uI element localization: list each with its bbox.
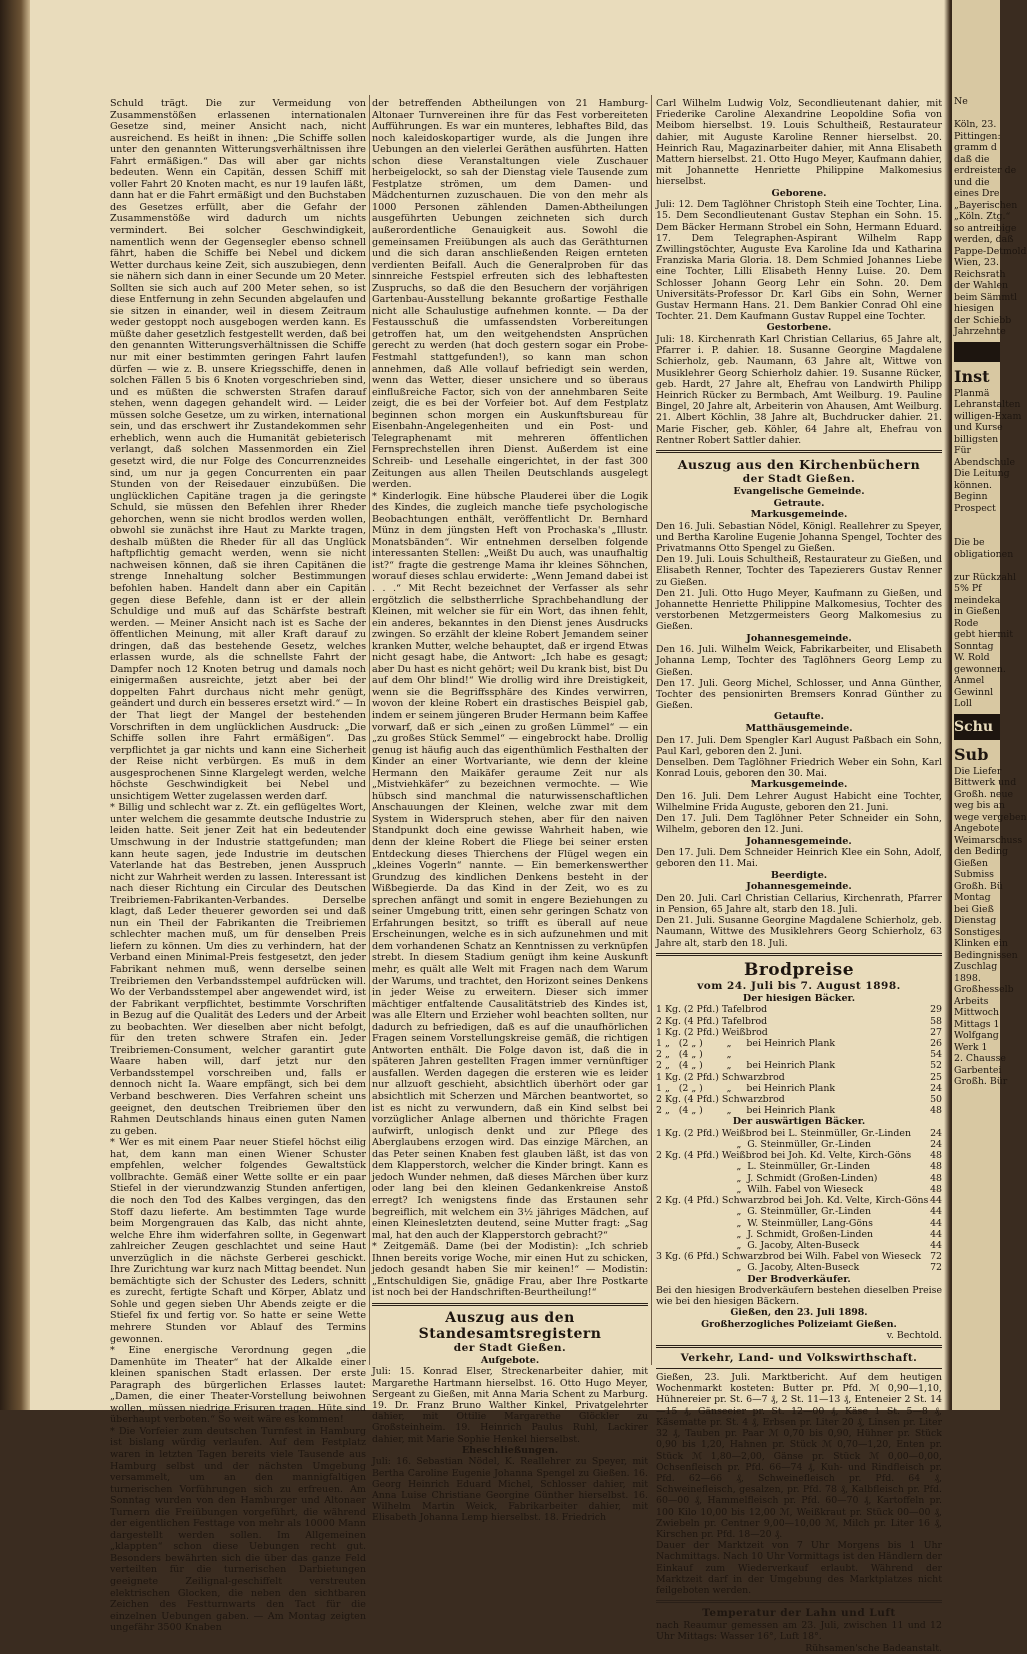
- entry: Den 17. Juli. Dem Spengler Karl August Paßbach ein Sohn, Paul Karl, geboren den 2. Juni.: [656, 734, 942, 757]
- strip-line: Pappe-Detmold: [954, 245, 1027, 257]
- strip-line: und die: [954, 176, 990, 188]
- price-label: 2 „ (4 „ ) „: [656, 1049, 732, 1061]
- list-eheschliessungen: Juli: 16. Sebastian Nödel, K. Reallehrer zu Speyer, mit Bertha Caroline Eugenie Johanna Spengel zu Gießen. 16. Georg Heinrich Eduard Michel, Schlosser dahier, mit Anna Luise Christiane Georgine Günther hierselbst. 16. Wilhelm Martin Weick, Fabrikarbeiter dahier, mit Elisabeth Johanna Lemp hierselbst. 18. Friedrich: [372, 1456, 648, 1524]
- section-divider: [656, 450, 942, 453]
- strip-line: Montag: [954, 892, 991, 903]
- price-value: 29: [930, 1004, 942, 1016]
- price-value: 24: [930, 1139, 942, 1151]
- price-value: 52: [930, 1060, 942, 1072]
- entry: Den 19. Juli. Louis Schultheiß, Restaurateur zu Gießen, und Elisabeth Renner, Tochter des Tapezierers Gustav Renner zu Gießen.: [656, 554, 942, 588]
- strip-line: Loll: [954, 698, 972, 709]
- strip-line: werden, daß: [954, 234, 1014, 245]
- strip-line: [954, 526, 1000, 538]
- price-label: „ W. Steinmüller, Lang-Göns: [656, 1217, 873, 1229]
- price-label: „ L. Steinmüller, Gr.-Linden: [656, 1161, 871, 1173]
- price-label: „ G. Jacoby, Alten-Buseck: [656, 1239, 860, 1251]
- strip-line: W. Rold: [954, 652, 990, 663]
- price-value: 44: [930, 1206, 942, 1218]
- article-kinderlogik: * Kinderlogik. Eine hübsche Plauderei über die Logik des Kindes, die zugleich manche tiefe psychologische Beobachtungen enthält, veröffentlicht Dr. Bernhard Münz in dem jüngsten Heft von Prochaska's „Illustr. Monatsbänden“. Wir entnehmen derselben folgende interessanten Stellen: „Weißt Du auch, was unaufhaltig ist?“ fragte die gestrenge Mama ihr kleines Söhnchen, worauf dieses schlau erwiderte: „Wenn Jemand dabei ist . . .“ Mit Recht bezeichnet der Verfasser als sehr ergötzlich die selbstherrliche Sprachbehandlung der Kleinen, mit welcher sie für ein Wort, das ihnen fehlt, ein anderes, bekanntes in den Dienst jenes Ausdrucks zwingen. So erzählt der kleine Robert Jemandem seiner kranken Mutter, welche behauptet, daß er irgend Etwas nicht gesagt habe, die Antwort: „Ich habe es gesagt; aber Du hast es nicht gehört; weil Du krank bist, bist Du auf dem Ohr blind!“ Wie drollig wird ihre Dreistigkeit, wenn sie die Begriffssphäre des Kindes verwirren, wovon der kleine Robert ein drastisches Beispiel gab, indem er seinem jüngeren Bruder Hermann beim Kaffee vorwarf, daß er sich „einen zu großen Lümmel“ — ein „zu großes Stück Semmel“ — eingebrockt habe. Drollig genug ist häufig auch das eigenthümlich Festhalten der Kinder an einer Wortvariante, wie denn der kleine Hermann den Maikäfer geraume Zeit nur als „Mistviehkäfer“ zu bezeichnen vermochte. — Wie hübsch sind manchmal die naturwissenschaftlichen Anschauungen der Kleinen, welche zwar mit dem System in Widerspruch stehen, aber für den naiven Standpunkt doch eine gewisse Wahrheit haben, wie denn der kleine Robert die Fliege bei seiner ersten Entdeckung dieses Thierchens der Flügel wegen ein „kleines Vogerln“ nannte. — Ein bemerkenswerther Grundzug des kindlichen Denkens besteht in der Wißbegierde. Da das Kind in der Zeit, wo es zu sprechen anfängt und somit in engere Beziehungen zu seiner Umgebung tritt, einen sehr geringen Schatz von Erfahrungen besitzt, so trifft es überall auf neue Erscheinungen, welche es in sich aufzunehmen und mit dem vorhandenen Schatz an Kenntnissen zu verknüpfen strebt. In diesem Stadium genügt ihm keine Auskunft mehr, es quält alle Welt mit Fragen nach dem Warum der Warums, und trachtet, den Horizont seines Denkens in jeder Weise zu erweitern. Dieser sich immer mächtiger entfaltende Causalitätstrieb des Kindes ist, was alle Eltern und Erzieher wohl beachten sollten, nur dadurch zu befriedigen, daß es auf die unaufhörlichen Fragen seinem Vorstellungskreise gemäß, die richtigen Antworten enthält. Die Folge davon ist, daß die in späteren Jahren gestellten Fragen immer vernünftiger ausfallen. Werden dagegen die ersteren wie es leider nur allzuoft geschieht, absichtlich überhört oder gar absichtlich mit Scherzen und Märchen beantwortet, so ist es nicht zu verwundern, daß ein Kind selbst bei vorzüglicher Anlage albernen und thörichte Fragen aufwirft, unlogisch denkt und zur Pflege des Aberglaubens erzogen wird. Das einzige Märchen, an das Peter seinen Knaben fest glauben läßt, ist das von dem Klapperstorch, welcher die Kinder bringt. Kann es jedoch Wunder nehmen, daß dieses Märchen über kurz oder lang bei den kleinen Gedankenkreise Anstoß erregt? Ich wenigstens finde das Erstaunen sehr begreiflich, mit welchem ein 3½ jähriges Mädchen, auf einen Kleinesletzten deutend, seine Mutter fragt: „Sag mal, hat den auch der Klapperstorch gebracht?“: [372, 490, 648, 1241]
- marktbericht: Gießen, 23. Juli. Marktbericht. Auf dem heutigen Wochenmarkt kosteten: Butter pr. Pfd. ℳ 0,90—1,10, Hühnereier pr. St. 6—7 ₰, 2 St. 11—13 ₰, Enteneier 2 St. 14—15 ₰, Gänseeier pr. St. 12—00 ₰, Käse 1 St. 5—8 ₰, Käsematte pr. St. 4 ₰, Erbsen pr. Liter 20 ₰, Linsen pr. Liter 32 ₰, Tauben pr. Paar ℳ 0,70 bis 0,90, Hühner pr. Stück 0,90 bis 1,20, Hahnen pr. Stück ℳ 0,70—1,20, Enten pr. Stück ℳ 1,80—2,00, Gänse pr. Stück ℳ 0,00—0,00, Ochsenfleisch pr. Pfd. 66—74 ₰, Kuh- und Rindfleisch pr. Pfd. 62—66 ₰, Schweinefleisch pr. Pfd. 64 ₰, Schweinefleisch, gesalzen, pr. Pfd. 78 ₰, Kalbfleisch pr. Pfd. 60—00 ₰, Hammelfleisch pr. Pfd. 60—70 ₰, Kartoffeln pr. 100 Kilo 10,00 bis 12,00 ℳ, Weißkraut pr. Stück 00—00 ₰, Zwiebeln pr. Centner 9,00—10,00 ℳ, Milch pr. Liter 16 ₰, Kirschen pr. Pfd. 18—20 ₰.: [656, 1372, 942, 1540]
- entry: Den 16. Juli. Wilhelm Weick, Fabrikarbeiter, und Elisabeth Johanna Lemp, Tochter des Taglöhners Georg Lemp zu Gießen.: [656, 644, 942, 678]
- strip-line: beim Sämmtl: [954, 291, 1017, 303]
- strip-line: Werk 1: [954, 1041, 988, 1053]
- price-label: 1 Kg. (2 Pfd.) Schwarzbrod: [656, 1071, 785, 1083]
- strip-line: Gewinnl: [954, 686, 994, 698]
- strip-line: 5% Pf: [954, 583, 982, 594]
- price-value: 48: [930, 1183, 942, 1195]
- heading-johannesgemeinde: Johannesgemeinde.: [746, 632, 852, 644]
- strip-line: Angebote: [954, 823, 1000, 834]
- article-damenhuete: * Eine energische Verordnung gegen „die Damenhüte im Theater“ hat der Alkalde einer kleinen spanischen Stadt erlassen. Der erste Paragraph des bürgerlichen Erlasses lautet: „Damen, die einer Theater-Vorstellung beiwohnen wollen, müssen niedrige Frisuren tragen. Hüte sind überhaupt verboten.“ So weit wäre es kommen!: [110, 1345, 366, 1426]
- strip-line: [954, 560, 1000, 572]
- section-divider: [656, 1600, 942, 1603]
- price-label: 2 „ (4 „ ) „ bei Heinrich Plank: [656, 1105, 836, 1117]
- strip-line: wege vergeben: [954, 811, 1027, 823]
- strip-line: gebt hiermit: [954, 629, 1014, 640]
- strip-line: der Wahlen: [954, 280, 1009, 291]
- price-value: 72: [930, 1262, 942, 1274]
- strip-line: Rode: [954, 617, 979, 629]
- price-row: [656, 1150, 942, 1161]
- price-label: 1 Kg. (2 Pfd.) Weißbrod: [656, 1026, 768, 1038]
- strip-line: hiesigen: [954, 303, 994, 314]
- brodpreise-subtitle: vom 24. Juli bis 7. August 1898.: [697, 979, 901, 992]
- price-label: 2 Kg. (4 Pfd.) Tafelbrod: [656, 1015, 768, 1027]
- standesamt-title: Auszug aus den Standesamtsregistern: [418, 1309, 602, 1342]
- section-divider: [656, 1345, 942, 1348]
- temperatur-text: nach Reaumur gemessen am 23. Juli, zwischen 11 und 12 Uhr Mittags: Wasser 16°, Luft 18°.: [656, 1620, 942, 1643]
- strip-line: Klinken ein: [954, 938, 1008, 949]
- strip-line: Sonstiges: [954, 926, 1001, 938]
- adjacent-page-text: [954, 96, 1027, 1088]
- price-value: 24: [930, 1082, 942, 1094]
- strip-line: Wien, 23.: [954, 257, 999, 268]
- temperatur-title: Temperatur der Lahn und Luft: [702, 1607, 896, 1620]
- heading-getaufte: Getaufte.: [774, 711, 824, 723]
- price-value: 24: [930, 1127, 942, 1139]
- strip-line: Weimarschuss: [954, 834, 1023, 846]
- heading-beerdigte: Beerdigte.: [770, 869, 828, 881]
- kirchenbuch-title: Auszug aus den Kirchenbüchern: [677, 456, 921, 472]
- markt-title: Verkehr, Land- und Volkswirthschaft.: [680, 1352, 918, 1365]
- price-row: [656, 1027, 942, 1038]
- column-1: [110, 98, 366, 1634]
- column-rule: [369, 95, 370, 1365]
- strip-line: „Köln. Ztg.“: [954, 211, 1011, 222]
- strip-line: 1898.: [954, 972, 981, 984]
- strip-line: weg bis an: [954, 800, 1005, 811]
- entry: Den 21. Juli. Susanne Georgine Magdalene Schierholz, geb. Naumann, Wittwe des Musiklehrers Georg Schierholz, 63 Jahre alt, starb den 18. Juli.: [656, 915, 942, 949]
- strip-line: Jahrzehnte: [954, 326, 1006, 337]
- brodpreise-authority: Großherzogliches Polizeiamt Gießen.: [701, 1318, 897, 1330]
- strip-line: Die be: [954, 537, 985, 548]
- price-value: 44: [930, 1228, 942, 1240]
- price-value: 72: [930, 1251, 942, 1263]
- price-row: [656, 1004, 942, 1015]
- price-table-auswaertige: [656, 1128, 942, 1274]
- entry: Den 17. Juli. Dem Taglöhner Peter Schneider ein Sohn, Wilhelm, geboren den 12. Juni.: [656, 813, 942, 836]
- strip-heading-inst: Inst: [954, 366, 990, 386]
- strip-line: 2. Chausse: [954, 1053, 1006, 1064]
- list-geborene: Juli: 12. Dem Taglöhner Christoph Steih eine Tochter, Lina. 15. Dem Secondlieutenant Gustav Stephan ein Sohn. 15. Dem Bäcker Hermann Strobel ein Sohn, Hermann Eduard. 17. Dem Telegraphen-Aspirant Wilhelm Rapp Zwillingstöchter, Auguste Eva Karoline Ida und Katharina Franziska Maria Gloria. 18. Dem Schmied Johannes Liebe eine Tochter, Lilli Elisabeth Henny Luise. 20. Dem Schlosser Johann Georg Lehr ein Sohn. 20. Dem Universitäts-Professor Dr. Karl Gibs ein Sohn, Werner Gustav Hermann Hans. 21. Dem Bankier Conrad Ohl eine Tochter. 21. Dem Kaufmann Gustav Ruppel eine Tochter.: [656, 199, 942, 323]
- price-label: 2 Kg. (4 Pfd.) Schwarzbrod: [656, 1093, 785, 1105]
- strip-line: Beginn: [954, 491, 988, 502]
- strip-line: [954, 108, 1000, 120]
- strip-line: Großhesselb: [954, 984, 1014, 995]
- column-3: [656, 98, 942, 1654]
- price-value: 44: [930, 1195, 942, 1207]
- heading-markusgemeinde: Markusgemeinde.: [750, 779, 848, 791]
- price-value: 48: [930, 1161, 942, 1173]
- strip-lines-top: [954, 96, 1027, 338]
- price-row: [656, 1173, 942, 1184]
- heading-getraute: Getraute.: [773, 497, 825, 509]
- strip-line: Wolfgang: [954, 1030, 999, 1041]
- entry: Denselben. Dem Taglöhner Friedrich Weber ein Sohn, Karl Konrad Louis, geboren den 30. Mai.: [656, 756, 942, 780]
- price-value: 48: [930, 1172, 942, 1184]
- price-label: „ G. Jacoby, Alten-Buseck: [656, 1262, 860, 1274]
- price-label: 1 „ (2 „ ) „ bei Heinrich Plank: [656, 1037, 836, 1049]
- section-divider: [372, 1303, 648, 1306]
- strip-line: Prospect: [954, 502, 996, 514]
- brodpreise-signature: v. Bechtold.: [886, 1329, 942, 1341]
- price-row: [656, 1072, 942, 1083]
- strip-line: Mittags 1: [954, 1018, 1000, 1030]
- price-table-hiesige: [656, 1004, 942, 1116]
- price-label: 2 Kg. (4 Pfd.) Schwarzbrod bei Joh. Kd. Velte, Kirch-Göns: [656, 1195, 929, 1207]
- strip-line: Reichsrath: [954, 268, 1006, 280]
- strip-lines-low2: [954, 765, 1027, 1088]
- price-label: 3 Kg. (6 Pfd.) Schwarzbrod bei Wilh. Fabel von Wieseck: [656, 1251, 922, 1263]
- entry: Den 16. Juli. Sebastian Nödel, Königl. Reallehrer zu Speyer, und Bertha Karoline Eugenie Johanna Spengel, Tochter des Privatmanns Otto Spengel zu Gießen.: [656, 520, 942, 555]
- entry: Den 16. Juli. Dem Lehrer August Habicht eine Tochter, Wilhelmine Frida Auguste, geboren den 21. Juni.: [656, 790, 942, 814]
- strip-line: eines Dre: [954, 188, 1000, 199]
- standesamt-subtitle: der Stadt Gießen.: [453, 1341, 567, 1354]
- article-ship-safety: Schuld trägt. Die zur Vermeidung von Zusammenstößen erlassenen internationalen Gesetze sind, meiner Ansicht nach, nicht ausreichend. Es heißt in ihnen: „Die Schiffe sollen unter den genannten Witterungsverhältnissen ihre Fahrt ermäßigen.“ Das will aber gar nichts bedeuten. Wenn ein Capitän, dessen Schiff mit voller Fahrt 20 Knoten macht, es nur 19 laufen läßt, dann hat er die Fahrt ermäßigt und den Buchstaben des Gesetzes erfüllt, aber die Gefahr der Zusammenstöße wird dadurch um nichts vermindert. Bei solcher Geschwindigkeit, namentlich wenn der Gegensegler ebenso schnell fährt, haben die Schiffe bei Nebel und dickem Wetter durchaus keine Zeit, sich auszubiegen, denn sie nähern sich dann in einer Secunde um 20 Meter. Sollten sie sich auch auf 200 Meter sehen, so ist diese Entfernung in zehn Secunden abgelaufen und sie sitzen in einander, weil in diesem Zeitraum weder gestoppt noch ausgebogen werden kann. Es müßte daher gesetzlich festgestellt werden, daß bei den genannten Witterungsverhältnissen die Schiffe nur mit einer bestimmten geringen Fahrt laufen dürfen — wie z. B. unsere Kriegsschiffe, denen in solchen Fällen 5 bis 6 Knoten vorgeschrieben sind, und es müßten die schwersten Strafen darauf stehen, wenn dagegen gehandelt wird. — Leider müssen solche Gesetze, um zu wirken, international sein, und das erschwert ihr Zustandekommen sehr erheblich, wenn auch die Humanität gebieterisch verlangt, daß solchen Massenmorden ein Ziel gesetzt wird, die nur Folge des Concurrenzneides sind, um nur ja gegen Concurrenten ein paar Stunden von der Reisedauer einzubüßen. Die unglücklichen Capitäne tragen ja die geringste Schuld, sie müssen den Befehlen ihrer Rheder gehorchen, wenn sie nicht brodlos werden wollen, obwohl sie zunächst ihre Haut zu Markte tragen, deshalb müßten die Rheder für all das Unglück haftpflichtig gemacht werden, wenn sie nicht nachweisen können, daß sie ihren Capitänen die strenge Innehaltung solcher Bestimmungen befohlen haben. Handelt dann aber ein Capitän gegen diese Befehle, dann ist er der allein Schuldige und muß auf das Schärfste bestraft werden. — Meiner Ansicht nach ist es Sache der öffentlichen Meinung, mit aller Kraft darauf zu dringen, daß das bestehende Gesetz, welches erlassen wurde, als die schnellste Fahrt der Dampfer noch 12 Knoten betrug und damals noch einigermaßen ausreichte, jetzt aber bei der doppelten Fahrt durchaus nicht mehr genügt, geändert und durch ein besseres ersetzt wird.“ — In der That liegt der Mangel der bestehenden Vorschriften in dem unglücklichen Ausdruck: „Die Schiffe sollen ihre Fahrt ermäßigen“. Das verpflichtet ja gar nichts und kann eine Sicherheit der Reise nicht verbürgen. Es muß in dem ausgesprochenen Sinne Klargelegt werden, welche höchste Geschwindigkeit bei Nebel und unsichtigem Wetter zugelassen werden darf.: [110, 98, 366, 802]
- price-row: [656, 1240, 942, 1251]
- strip-line: Bedingnissen: [954, 949, 1018, 961]
- strip-heading-sub: Sub: [954, 744, 989, 764]
- strip-line: bei Gieß: [954, 903, 994, 915]
- price-value: 25: [930, 1071, 942, 1083]
- price-row: [656, 1060, 942, 1071]
- heading-matthaeusgemeinde: Matthäusgemeinde.: [745, 722, 853, 734]
- price-row: [656, 1105, 942, 1116]
- strip-line: Die Liefer: [954, 765, 1002, 777]
- strip-line: Submiss: [954, 869, 994, 880]
- strip-line: gewonnen.: [954, 663, 1006, 675]
- kirchenbuch-subtitle: der Stadt Gießen.: [742, 472, 856, 485]
- list-eheschliessungen-cont: Carl Wilhelm Ludwig Volz, Secondlieutenant dahier, mit Friederike Caroline Alexandrine Leopoldine Sofia von Meibom hierselbst. 19. Louis Schultheiß, Restaurateur dahier, mit Auguste Karoline Renner hierselbst. 20. Heinrich Rau, Magazinarbeiter dahier, mit Anna Elisabeth Mattern hierselbst. 21. Otto Hugo Meyer, Kaufmann dahier, mit Johannette Henriette Philippine Malkomesius hierselbst.: [656, 98, 942, 188]
- brodverkaeufer-text: Bei den hiesigen Brodverkäufern bestehen dieselben Preise wie bei den hiesigen Bäckern.: [656, 1285, 942, 1308]
- price-value: 48: [930, 1105, 942, 1117]
- price-label: 2 Kg. (4 Pfd.) Weißbrod bei Joh. Kd. Velte, Kirch-Göns: [656, 1150, 912, 1162]
- strip-line: Großh. Bü: [954, 880, 1003, 892]
- price-row: [656, 1128, 942, 1139]
- price-row: [656, 1038, 942, 1049]
- heading-hiesige-baecker: Der hiesigen Bäcker.: [742, 992, 856, 1004]
- article-stiefel: * Wer es mit einem Paar neuer Stiefel höchst eilig hat, dem kann man einen Wiener Schuster empfehlen, welcher folgendes Gewaltstück vollbrachte. Gemäß einer Wette sollte er ein paar Stiefel in der vierundzwanzig Stunden anfertigen, die noch den Tod des Kalbes vergingen, das den Stoff dazu lieferte. Am bestimmten Tage wurde beim Morgengrauen das Kalb, das nicht ahnte, welche Ehre ihm widerfahren sollte, in Gegenwart zahlreicher Zeugen geschlachtet und seine Haut unverzüglich in die nächste Gerberei geschickt. Ihre Zurichtung war kurz nach Mittag beendet. Nun bemächtigte sich der Schuster des Leders, schnitt es zurecht, fertigte Schaft und Körper, Ablatz und Sohle und gegen sieben Uhr Abends zeigte er die Stiefel fix und fertig vor. So hatte er seine Wette mehrere Stunden vor Ablauf des Termins gewonnen.: [110, 1137, 366, 1345]
- price-value: 48: [930, 1150, 942, 1162]
- price-label: „ J. Schmidt (Großen-Linden): [656, 1172, 878, 1184]
- entry: Den 17. Juli. Dem Schneider Heinrich Klee ein Sohn, Adolf, geboren den 11. Mai.: [656, 847, 942, 870]
- price-row: [656, 1161, 942, 1172]
- strip-line: Garbentei: [954, 1064, 1002, 1076]
- adjacent-page-strip: [952, 0, 1027, 1410]
- strip-line: Bittwerk und: [954, 777, 1017, 788]
- strip-line: Zuschlag: [954, 961, 998, 972]
- heading-johannesgemeinde: Johannesgemeinde.: [746, 835, 852, 847]
- strip-line: gramm d: [954, 142, 997, 153]
- price-label: „ G. Steinmüller, Gr.-Linden: [656, 1139, 871, 1151]
- heading-aufgebote: Aufgebote.: [480, 1354, 540, 1366]
- brodpreise-date: Gießen, den 23. Juli 1898.: [730, 1307, 868, 1319]
- price-row: [656, 1094, 942, 1105]
- price-label: „ G. Steinmüller, Gr.-Linden: [656, 1206, 871, 1218]
- strip-line: und Kurse: [954, 422, 1003, 433]
- strip-line: Arbeits: [954, 995, 989, 1007]
- strip-line: [954, 514, 1000, 526]
- article-turnfest: * Die Vorfeier zum deutschen Turnfest in Hamburg ist bislang würdig verlaufen. Auf dem Festplatz waren in letzten Tagen bereits viele Tausende aus Hamburg selbst und der nächsten Umgebung versammelt, um an den mannigfaltigen turnerischen Vorführungen sich zu erfreuen. Am Sonntag wurden von den Hamburger und Altonaer Turnern die Freiübungen vorgeführt, die während der eigentlichen Festtage von mehr als 10000 Mann dargestellt werden sollen. Im Allgemeinen „klappten“ schon diese Uebungen recht gut. Besonders bewährten sich die über das ganze Feld verteilten für die turnerischen Darbietungen geeignete Zeilignal-geschiffelt verstreuten elektrischen Glocken, die neben den sichtbaren Zeichen des Festturnwarts den Tact für die einzelnen Uebungen gaben. — Am Montag zeigten ungefähr 3500 Knaben: [110, 1425, 366, 1634]
- price-label: 1 „ (2 „ ) „ bei Heinrich Plank: [656, 1082, 836, 1094]
- heading-johannesgemeinde: Johannesgemeinde.: [746, 881, 852, 893]
- strip-line: Lehranstalten: [954, 399, 1021, 410]
- strip-line: Pittingen:: [954, 130, 1001, 142]
- strip-line: obligationen: [954, 548, 1014, 560]
- price-row: [656, 1049, 942, 1060]
- strip-line: Köln, 23.: [954, 119, 997, 130]
- price-row: [656, 1016, 942, 1027]
- price-value: 44: [930, 1239, 942, 1251]
- price-row: [656, 1251, 942, 1262]
- strip-line: Großh. neue: [954, 788, 1014, 800]
- heading-geborene: Geborene.: [771, 187, 827, 199]
- entry: Den 17. Juli. Georg Michel, Schlosser, und Anna Günther, Tochter des pensionirten Bremsers Konrad Günther zu Gießen.: [656, 677, 942, 712]
- strip-line: Anmel: [954, 675, 985, 686]
- brodpreise-title: Brodpreise: [743, 959, 855, 980]
- price-row: [656, 1184, 942, 1195]
- article-treibriemen: * Billig und schlecht war z. Zt. ein geflügeltes Wort, unter welchem die gesammte deutsche Industrie zu leiden hatte. Seit jener Zeit hat ein bedeutender Umschwung in der Industrie stattgefunden; man kann heute sagen, jede Industrie im deutschen Vaterlande hat das Bestreben, jenen Ausspruch nicht zur Wahrheit werden zu lassen. Interessant ist nach dieser Richtung ein Circular des Deutschen Treibriemen-Fabrikanten-Verbandes. Derselbe klagt, daß Leder theuerer geworden sei und daß nun ein Theil der Fabrikanten die Treibriemen schlechter machen muß, um für denselben Preis liefern zu können. Um dies zu verhindern, hat der Verband einen Minimal-Preis festgesetzt, den jeder Fabrikant nehmen muß, wenn derselbe seinen Treibriemen den Verbandsstempel aufdrücken will. Wo der Verbandsstempel aber angewendet wird, ist der Fabrikant verpflichtet, bestimmte Vorschriften in Bezug auf die Qualität des Leders und der Arbeit zu beobachten. Wer dieselben aber nicht befolgt, für den treten schwere Strafen ein. Jeder Treibriemen-Consument, welcher garantirt gute Waare haben will, darf jetzt nur den Verbandsstempel vorschreiben und, falls er dennoch nicht Ia. Waare empfängt, sich bei dem Verband beschweren. Dies Verfahren scheint uns geeignet, den deutschen Treibriemen über den Rahmen Deutschlands hinaus einen guten Namen zu geben.: [110, 802, 366, 1137]
- heading-evangelisch: Evangelische Gemeinde.: [733, 485, 865, 497]
- strip-lines-mid: [954, 387, 1022, 630]
- heading-eheschliessungen: Eheschließungen.: [461, 1444, 559, 1456]
- strip-line: meindeka: [954, 594, 1001, 606]
- strip-line: zur Rückzahl: [954, 571, 1017, 583]
- price-row: [656, 1083, 942, 1094]
- strip-line: erdreister de: [954, 165, 1017, 176]
- strip-line: Gießen: [954, 857, 988, 869]
- strip-line: den Beding: [954, 846, 1009, 857]
- strip-line: so antreibige: [954, 222, 1017, 234]
- strip-line: Planmä: [954, 387, 990, 399]
- strip-line: Sonntag: [954, 640, 994, 652]
- entry: Den 20. Juli. Carl Christian Cellarius, Kirchenrath, Pfarrer in Pension, 65 Jahre alt, starb den 18. Juli.: [656, 892, 942, 915]
- strip-line: Mittwoch: [954, 1007, 1000, 1018]
- list-gestorbene: Juli: 18. Kirchenrath Karl Christian Cellarius, 65 Jahre alt, Pfarrer i. P. dahier. 18. Susanne Georgine Magdalene Schierholz, geb. Naumann, 63 Jahre alt, Wittwe von Musiklehrer Georg Schierholz dahier. 19. Susanne Rücker, geb. Hardt, 27 Jahre alt, Ehefrau von Landwirth Philipp Heinrich Rücker zu Bermbach, Amt Weilburg. 19. Pauline Bingel, 20 Jahre alt, Arbeiterin von Ahausen, Amt Weilburg. 21. Albert Köchlin, 38 Jahre alt, Buchdrucker dahier. 21. Marie Fischer, geb. Köhler, 64 Jahre alt, Ehefrau von Rentner Robert Sattler dahier.: [656, 333, 942, 446]
- price-row: [656, 1139, 942, 1150]
- strip-line: Dienstag: [954, 915, 997, 926]
- article-zeitgemaess: * Zeitgemäß. Dame (bei der Modistin): „Ich schrieb Ihnen bereits vorige Woche, mir einen Hut zu schicken, jedoch gesandt haben Sie mir keinen!“ — Modistin: „Entschuldigen Sie, gnädige Frau, aber Ihre Postkarte ist noch bei der Handschriften-Beurtheilung!“: [372, 1241, 648, 1299]
- price-row: [656, 1229, 942, 1240]
- marktzeit: Dauer der Marktzeit von 7 Uhr Morgens bis 1 Uhr Nachmittags. Nach 10 Uhr Vormittags ist den Händlern der Einkauf zum Wiederverkauf erlaubt. Während der Marktzeit darf in der Umgebung des Marktplatzes nicht feilgeboten werden.: [656, 1540, 942, 1596]
- heading-markusgemeinde: Markusgemeinde.: [750, 509, 848, 521]
- section-divider: [656, 1368, 942, 1369]
- article-turnfest-cont: der betreffenden Abtheilungen von 21 Hamburg-Altonaer Turnvereinen ihre für das Fest vorbereiteten Aufführungen. Es war ein munteres, lebhaftes Bild, das noch kaleidoskopartiger wurde, als die Jungen ihre Uebungen an den vielerlei Geräthen ausführten. Hatten schon diese Veranstaltungen viele Zuschauer herbeigelockt, so sah der Dienstag viele Tausende zum Festplatze strömen, um dem Damen- und Mädchenturnen zuzuschauen. Die von den mehr als 1000 Personen zählenden Damen-Abtheilungen ausgeführten Uebungen zeichneten sich durch außerordentliche Genauigkeit aus. Sowohl die gemeinsamen Freiübungen als auch das Geräthturnen und die sich daran anschließenden Reigen ernteten verdienten Beifall. Auch die Generalproben für das sinnreiche Festspiel erfreuten sich des lebhaftesten Zuspruchs, so daß die den Besuchern der vorjährigen Gartenbau-Ausstellung bekannte großartige Festhalle nicht alle Schaulustige aufnehmen konnte. — Da der Festausschuß die umfassendsten Vorbereitungen getroffen hat, um den weitgehendsten Ansprüchen gerecht zu werden (hat doch gestern sogar ein Probe-Festmahl stattgefunden!), so kann man schon annehmen, daß Alle vollauf befriedigt sein werden, wenn das Wetter, dieser unsichere und so überaus einflußreiche Factor, sich von der annehmbaren Seite zeigt, die es bei der Vorfeier bot. Auf dem Festplatz beginnen schon morgen ein Auskunftsbureau für Eisenbahn-Angelegenheiten und ein Post- und Telegraphenamt mit mehreren öffentlichen Fernsprechstellen ihren Dienst. Außerdem ist eine Schreib- und Lesehalle eingerichtet, in der fast 300 Zeitungen aus allen Theilen Deutschlands ausgelegt werden.: [372, 98, 648, 491]
- price-value: 54: [930, 1049, 942, 1061]
- price-row: [656, 1218, 942, 1229]
- strip-line: daß die: [954, 153, 990, 165]
- price-value: 26: [930, 1037, 942, 1049]
- price-value: 50: [930, 1093, 942, 1105]
- price-value: 58: [930, 1015, 942, 1027]
- temperatur-signature: Rühsamen'sche Badeanstalt.: [805, 1642, 942, 1654]
- heading-brodverkaeufer: Der Brodverkäufer.: [747, 1273, 851, 1285]
- list-aufgebote: Juli: 15. Konrad Elser, Streckenarbeiter dahier, mit Margarethe Hartmann hierselbst. 16. Otto Hugo Meyer, Sergeant zu Gießen, mit Anna Maria Schent zu Marburg. 19. Dr. Franz Bruno Walther Kinkel, Privatgelehrter dahier, mit Ottilie Margarethe Glöckler zu Großsteinheim. 19. Heinrich Paulus Ruhl, Lackirer dahier, mit Marie Sophie Henkel hierselbst.: [372, 1366, 648, 1445]
- section-divider: [656, 953, 942, 956]
- strip-line: können.: [954, 479, 992, 491]
- strip-line: „Bayerischen: [954, 199, 1018, 211]
- strip-line: billigsten: [954, 433, 999, 445]
- price-row: [656, 1195, 942, 1206]
- strip-line: der Schiebb: [954, 314, 1012, 326]
- strip-line: willigen-Exam: [954, 410, 1022, 422]
- price-label: 1 Kg. (2 Pfd.) Weißbrod bei L. Steinmüller, Gr.-Linden: [656, 1127, 912, 1139]
- strip-heading-schu: Schu: [954, 714, 1000, 740]
- heading-gestorbene: Gestorbene.: [766, 322, 832, 334]
- price-value: 27: [930, 1026, 942, 1038]
- strip-lines-low: [954, 629, 1014, 710]
- price-value: 44: [930, 1217, 942, 1229]
- strip-line: Für: [954, 445, 972, 456]
- heading-auswaertige-baecker: Der auswärtigen Bäcker.: [732, 1116, 866, 1128]
- price-label: „ J. Schmidt, Großen-Linden: [656, 1228, 874, 1240]
- price-label: 1 Kg. (2 Pfd.) Tafelbrod: [656, 1004, 768, 1016]
- entry: Den 21. Juli. Otto Hugo Meyer, Kaufmann zu Gießen, und Johannette Henriette Philippine Malkomesius, Tochter des verstorbenen Metzgermeisters Georg Malkomesius zu Gießen.: [656, 587, 942, 633]
- column-2: [372, 98, 648, 1524]
- price-row: [656, 1262, 942, 1273]
- strip-line: Die Leitung: [954, 468, 1010, 479]
- strip-line: in Gießen: [954, 606, 1000, 617]
- column-rule: [651, 95, 652, 1365]
- strip-line: Großh. Bür: [954, 1076, 1008, 1087]
- price-label: 2 „ (4 „ ) „ bei Heinrich Plank: [656, 1060, 836, 1072]
- strip-line: Abendschule: [954, 456, 1016, 468]
- price-label: „ Wilh. Fabel von Wieseck: [656, 1183, 863, 1195]
- black-rule: [954, 342, 1000, 362]
- book-spine: [0, 0, 30, 1410]
- strip-line: Ne: [954, 96, 968, 107]
- price-row: [656, 1206, 942, 1217]
